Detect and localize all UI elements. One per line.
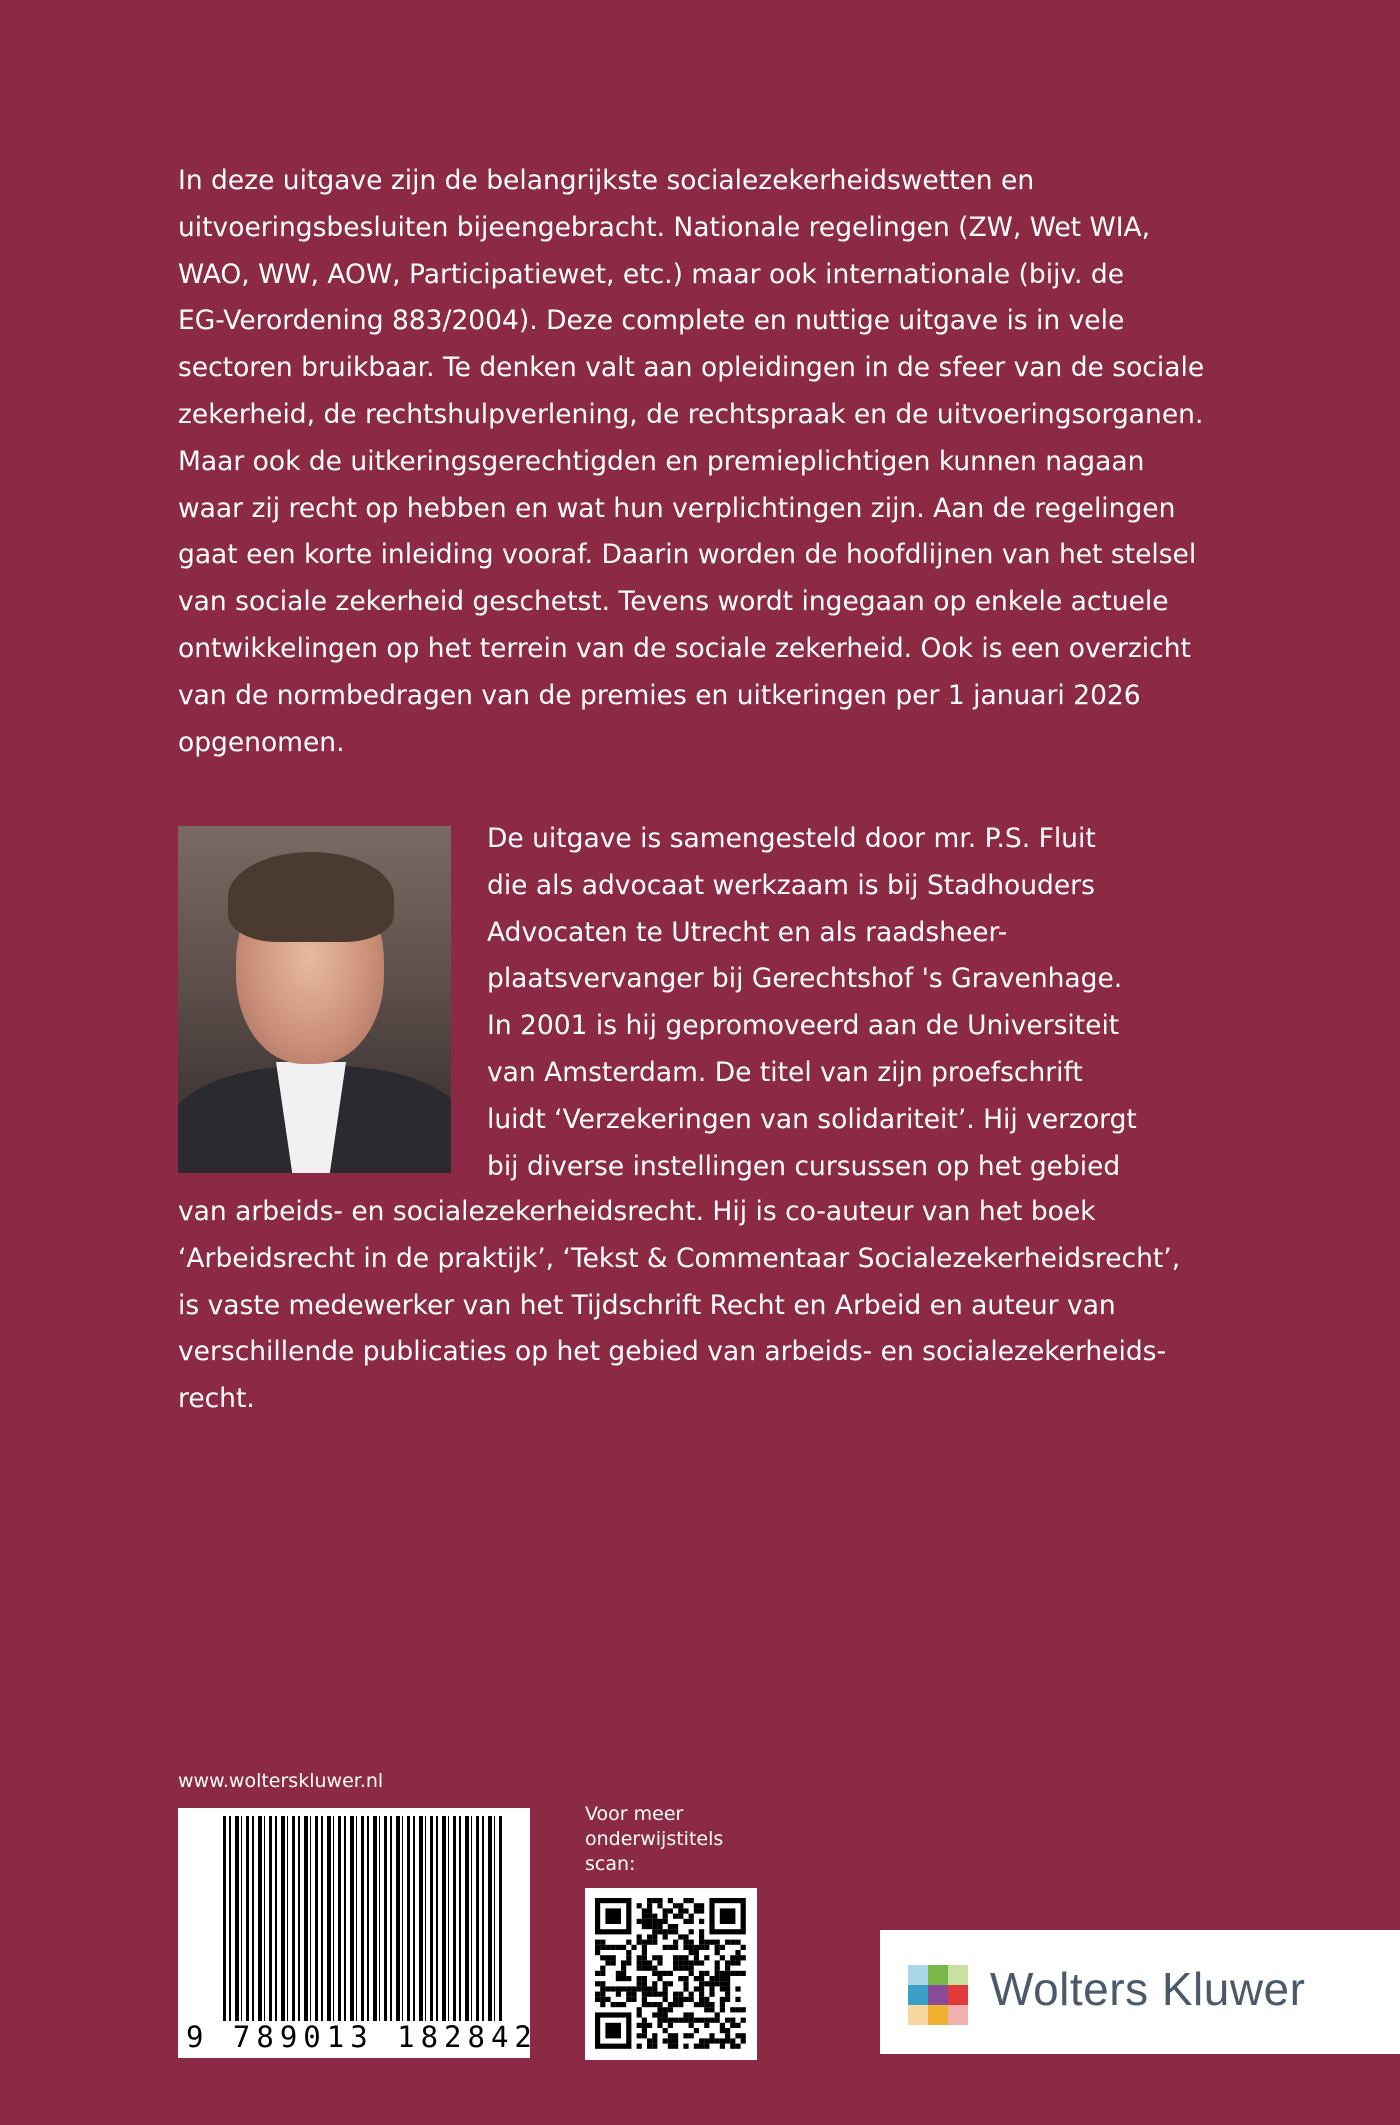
bio-line: van Amsterdam. De titel van zijn proefschrift bbox=[487, 1056, 1083, 1088]
intro-line: ontwikkelingen op het terrein van de sociale zekerheid. Ook is een overzicht bbox=[178, 632, 1191, 664]
intro-line: In deze uitgave zijn de belangrijkste socialezekerheidswetten en bbox=[178, 165, 1035, 196]
qr-label-line: scan: bbox=[585, 1853, 636, 1875]
intro-line: uitvoeringsbesluiten bijeengebracht. Nationale regelingen (ZW, Wet WIA, bbox=[178, 211, 1151, 243]
bio-line: luidt ‘Verzekeringen van solidariteit’. Hij verzorgt bbox=[487, 1103, 1137, 1135]
wolters-kluwer-logo-icon bbox=[906, 1963, 970, 2027]
bio-line: ‘Arbeidsrecht in de praktijk’, ‘Tekst & Commentaar Socialezekerheidsrecht’, bbox=[178, 1242, 1181, 1274]
qr-code[interactable] bbox=[585, 1888, 757, 2060]
bio-line: recht. bbox=[178, 1383, 255, 1415]
intro-line: WAO, WW, AOW, Participatiewet, etc.) maar ook internationale (bijv. de bbox=[178, 258, 1125, 290]
author-bio-top bbox=[487, 816, 1167, 1190]
intro-line: waar zij recht op hebben en wat hun verplichtingen zijn. Aan de regelingen bbox=[178, 492, 1176, 524]
bio-line: In 2001 is hij gepromoveerd aan de Universiteit bbox=[487, 1010, 1120, 1042]
author-photo bbox=[178, 826, 451, 1173]
barcode-number: 9 789013 182842 bbox=[186, 2020, 538, 2054]
publisher-name: Wolters Kluwer bbox=[990, 1963, 1306, 2015]
bio-line: is vaste medewerker van het Tijdschrift Recht en Arbeid en auteur van bbox=[178, 1289, 1116, 1321]
bio-line: die als advocaat werkzaam is bij Stadhouders bbox=[487, 869, 1095, 901]
bio-line: van arbeids- en socialezekerheidsrecht. Hij is co-auteur van het boek bbox=[178, 1196, 1096, 1227]
qr-code-icon bbox=[585, 1888, 757, 2060]
intro-line: gaat een korte inleiding vooraf. Daarin worden de hoofdlijnen van het stelsel bbox=[178, 539, 1197, 571]
bio-line: verschillende publicaties op het gebied van arbeids- en socialezekerheids- bbox=[178, 1336, 1167, 1368]
intro-line: van de normbedragen van de premies en uitkeringen per 1 januari 2026 bbox=[178, 679, 1141, 711]
intro-paragraph bbox=[178, 158, 1205, 766]
qr-label bbox=[585, 1802, 745, 1877]
intro-line: sectoren bruikbaar. Te denken valt aan opleidingen in de sfeer van de sociale bbox=[178, 352, 1205, 384]
isbn-barcode bbox=[178, 1808, 538, 2058]
intro-line: Maar ook de uitkeringsgerechtigden en premieplichtigen kunnen nagaan bbox=[178, 445, 1145, 477]
bio-line: bij diverse instellingen cursussen op het gebied bbox=[487, 1150, 1121, 1182]
intro-line: EG-Verordening 883/2004). Deze complete en nuttige uitgave is in vele bbox=[178, 305, 1125, 337]
intro-line: opgenomen. bbox=[178, 726, 345, 758]
bio-line: Advocaten te Utrecht en als raadsheer- bbox=[487, 916, 1008, 948]
publisher-logo bbox=[880, 1930, 1400, 2054]
barcode-bars bbox=[223, 1816, 503, 2021]
qr-label-line: onderwijstitels bbox=[585, 1828, 724, 1850]
intro-line: van sociale zekerheid geschetst. Tevens wordt ingegaan op enkele actuele bbox=[178, 586, 1169, 618]
website-link[interactable]: www.wolterskluwer.nl bbox=[178, 1770, 384, 1792]
intro-line: zekerheid, de rechtshulpverlening, de rechtspraak en de uitvoeringsorganen. bbox=[178, 398, 1204, 430]
author-bio-bottom bbox=[178, 1189, 1181, 1423]
bio-line: plaatsvervanger bij Gerechtshof 's Gravenhage. bbox=[487, 963, 1123, 995]
bio-line: De uitgave is samengesteld door mr. P.S. Fluit bbox=[487, 823, 1096, 854]
photo-hair bbox=[228, 852, 394, 942]
qr-label-line: Voor meer bbox=[585, 1803, 684, 1825]
